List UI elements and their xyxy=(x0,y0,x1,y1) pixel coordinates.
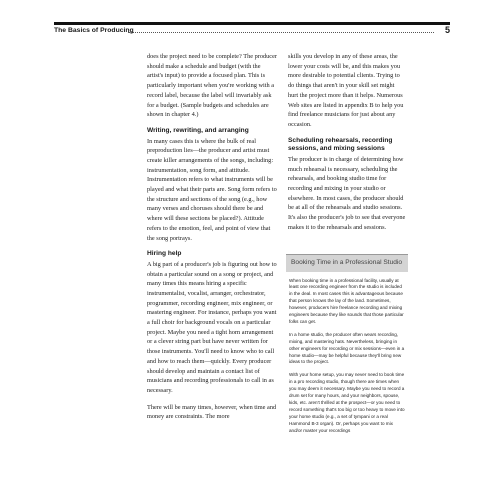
body-paragraph: does the project need to be complete? The producer should make a schedule and budget (with the artist's input) to provide a focused plan. This is particularly important when you're working with a record label, because the label will invariably ask for a budget. (Sample budgets and schedules are shown in chapter 4.) xyxy=(147,53,277,119)
left-column xyxy=(147,52,277,429)
body-paragraph: In many cases this is where the bulk of real preproduction lies—the producer and artist must create killer arrangements of the songs, including: instrumentation, song form, and attitude. Instrumentation refers to what instruments will be played and what their parts are. Song form refers to the structure and sections of the song (e.g., how many verses and choruses should there be and where will these sections be placed?). Attitude refers to the emotion, feel, and point of view that the song portrays. xyxy=(147,137,277,242)
sidebar-body xyxy=(286,272,408,435)
body-paragraph: skills you develop in any of these areas, the lower your costs will be, and this makes you more desirable to potential clients. Trying to do things that aren't in your skill set might hurt the project more than it helps. Numerous Web sites are listed in appendix B to help you find freelance musicians for just about any occasion. xyxy=(288,53,404,128)
sidebar-paragraph: With your home setup, you may never need to book time in a pro recording studio, though there are times when you may deem it necessary. Maybe you need to record a drum set for many hours, and your neighbors, spouse, kids, etc. aren't thrilled at the prospect—or you need to record something that's too big or too heavy to move into your home studio (e.g., a set of tympani or a real Hammond B-3 organ). Or, perhaps you want to mix and/or master your recordings xyxy=(289,372,405,433)
page-number: 5 xyxy=(444,25,450,35)
section-heading-hiring: Hiring help xyxy=(147,250,182,258)
section-heading-writing: Writing, rewriting, and arranging xyxy=(147,126,249,134)
section-heading-scheduling: Scheduling rehearsals, recording sessions, and mixing sessions xyxy=(288,136,393,153)
right-column xyxy=(288,52,406,239)
body-paragraph: There will be many times, however, when time and money are constraints. The more xyxy=(147,403,277,421)
running-header xyxy=(54,22,450,39)
sidebar-title: Booking Time in a Professional Studio xyxy=(286,255,408,272)
sidebar-paragraph: In a home studio, the producer often wears recording, mixing, and mastering hats. Nevertheless, bringing in other engineers for recording or mix sessions—even in a home studio—may be helpful because they'll bring new ideas to the project. xyxy=(289,331,405,365)
body-paragraph: The producer is in charge of determining how much rehearsal is necessary, scheduling the rehearsals, and booking studio time for recording and mixing in your studio or elsewhere. In most cases, the producer should be at all of the rehearsals and studio sessions. It's also the producer's job to see that everyone makes it to the rehearsals and sessions. xyxy=(288,155,406,231)
sidebar-paragraph: When booking time in a professional facility, usually at least one recording engineer from the studio is included in the deal. In most cases this is advantageous because that person knows the lay of the land. Sometimes, however, producers hire freelance recording and mixing engineers because they like sounds that those particular folks can get. xyxy=(289,277,404,324)
body-paragraph: A big part of a producer's job is figuring out how to obtain a particular sound on a song or project, and many times this means hiring a specific instrumentalist, vocalist, arranger, orchestrator, programmer, recording engineer, mix engineer, or mastering engineer. For instance, perhaps you want a full choir for background vocals on a particular project. Maybe you need a tight horn arrangement or a clever string part but have never written for those instruments. You'll need to know who to call and how to reach them—quickly. Every producer should develop and maintain a contact list of musicians and recording professionals to call in as necessary. xyxy=(147,260,277,394)
sidebar-box xyxy=(286,254,408,501)
running-header-title: The Basics of Producing xyxy=(54,27,134,34)
header-dotted-rule xyxy=(128,32,434,33)
